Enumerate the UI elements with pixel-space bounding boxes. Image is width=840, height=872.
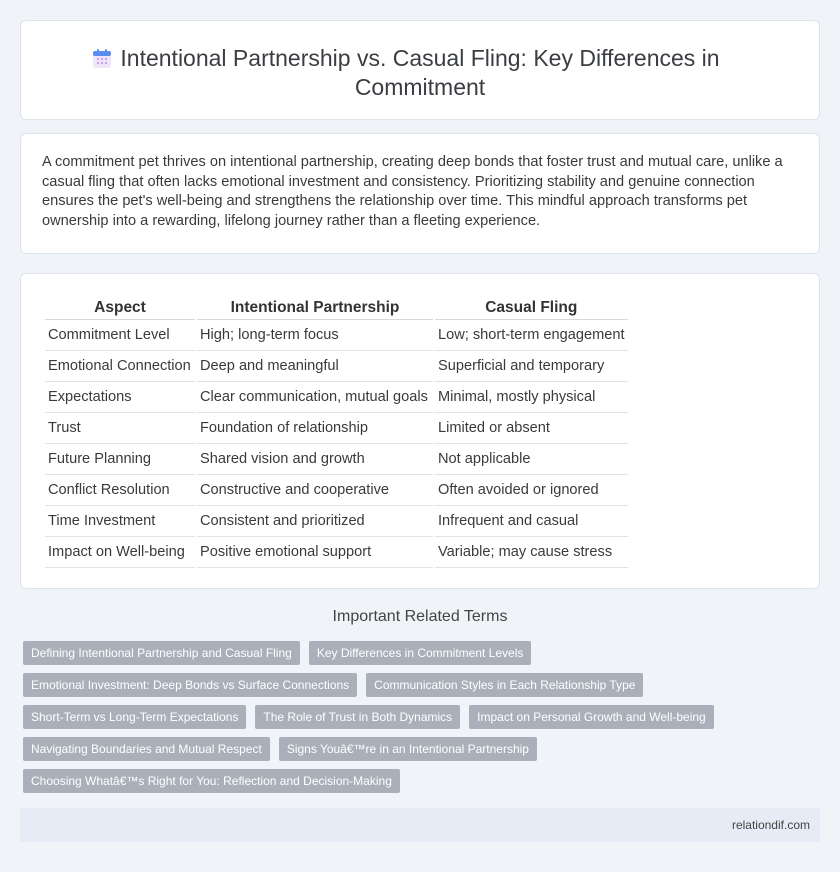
table-cell: Superficial and temporary — [435, 351, 628, 382]
table-row — [45, 506, 628, 537]
page-title: Intentional Partnership vs. Casual Fling: Key Differences in Commitment — [120, 45, 720, 100]
table-cell: Clear communication, mutual goals — [197, 382, 433, 413]
table-cell: Limited or absent — [435, 413, 628, 444]
comparison-table-card — [20, 273, 820, 589]
table-cell: Time Investment — [45, 506, 195, 537]
table-row — [45, 413, 628, 444]
table-cell: Expectations — [45, 382, 195, 413]
table-row — [45, 382, 628, 413]
table-cell: Minimal, mostly physical — [435, 382, 628, 413]
table-header-aspect: Aspect — [45, 296, 195, 320]
table-cell: Commitment Level — [45, 320, 195, 351]
site-name[interactable]: relationdif.com — [731, 818, 810, 832]
header-card — [20, 20, 820, 120]
intro-paragraph: A commitment pet thrives on intentional partnership, creating deep bonds that foster trust and mutual care, unlike a casual fling that often lacks emotional investment and consistency. Prioritizing stability and genuine connection ensures the pet's well-being and strengthens the relationship over time. This mindful approach transforms pet ownership into a rewarding, lifelong journey rather than a fleeting experience. — [42, 154, 783, 229]
table-cell: Impact on Well-being — [45, 537, 195, 568]
related-term-tag[interactable]: Short-Term vs Long-Term Expectations — [23, 705, 246, 729]
table-header-row — [45, 296, 628, 320]
table-row — [45, 351, 628, 382]
related-term-tag[interactable]: Navigating Boundaries and Mutual Respect — [23, 737, 270, 761]
table-cell: Consistent and prioritized — [197, 506, 433, 537]
table-cell: Emotional Connection — [45, 351, 195, 382]
table-cell: Often avoided or ignored — [435, 475, 628, 506]
related-terms-heading: Important Related Terms — [332, 608, 508, 625]
table-header-casual: Casual Fling — [435, 296, 628, 320]
table-row — [45, 537, 628, 568]
related-term-tag[interactable]: Emotional Investment: Deep Bonds vs Surface Connections — [23, 673, 357, 697]
table-cell: Future Planning — [45, 444, 195, 475]
table-cell: Variable; may cause stress — [435, 537, 628, 568]
table-cell: Not applicable — [435, 444, 628, 475]
table-row — [45, 475, 628, 506]
table-cell: Deep and meaningful — [197, 351, 433, 382]
footer — [20, 808, 820, 842]
table-cell: Constructive and cooperative — [197, 475, 433, 506]
table-cell: Trust — [45, 413, 195, 444]
table-cell: Positive emotional support — [197, 537, 433, 568]
table-row — [45, 320, 628, 351]
related-term-tag[interactable]: Impact on Personal Growth and Well-being — [469, 705, 714, 729]
table-row — [45, 444, 628, 475]
table-cell: Conflict Resolution — [45, 475, 195, 506]
table-cell: Infrequent and casual — [435, 506, 628, 537]
related-term-tag[interactable]: Signs Youâ€™re in an Intentional Partnership — [279, 737, 537, 761]
related-term-tag[interactable]: Defining Intentional Partnership and Casual Fling — [23, 641, 300, 665]
table-header-intentional: Intentional Partnership — [197, 296, 433, 320]
related-term-tag[interactable]: Choosing Whatâ€™s Right for You: Reflection and Decision-Making — [23, 769, 400, 793]
table-cell: Low; short-term engagement — [435, 320, 628, 351]
related-term-tag[interactable]: The Role of Trust in Both Dynamics — [255, 705, 460, 729]
comparison-table — [43, 296, 630, 568]
related-term-tag[interactable]: Communication Styles in Each Relationship Type — [366, 673, 643, 697]
table-cell: High; long-term focus — [197, 320, 433, 351]
related-term-tag[interactable]: Key Differences in Commitment Levels — [309, 641, 532, 665]
table-cell: Foundation of relationship — [197, 413, 433, 444]
table-cell: Shared vision and growth — [197, 444, 433, 475]
related-terms-tags — [23, 641, 813, 801]
intro-card — [20, 133, 820, 254]
